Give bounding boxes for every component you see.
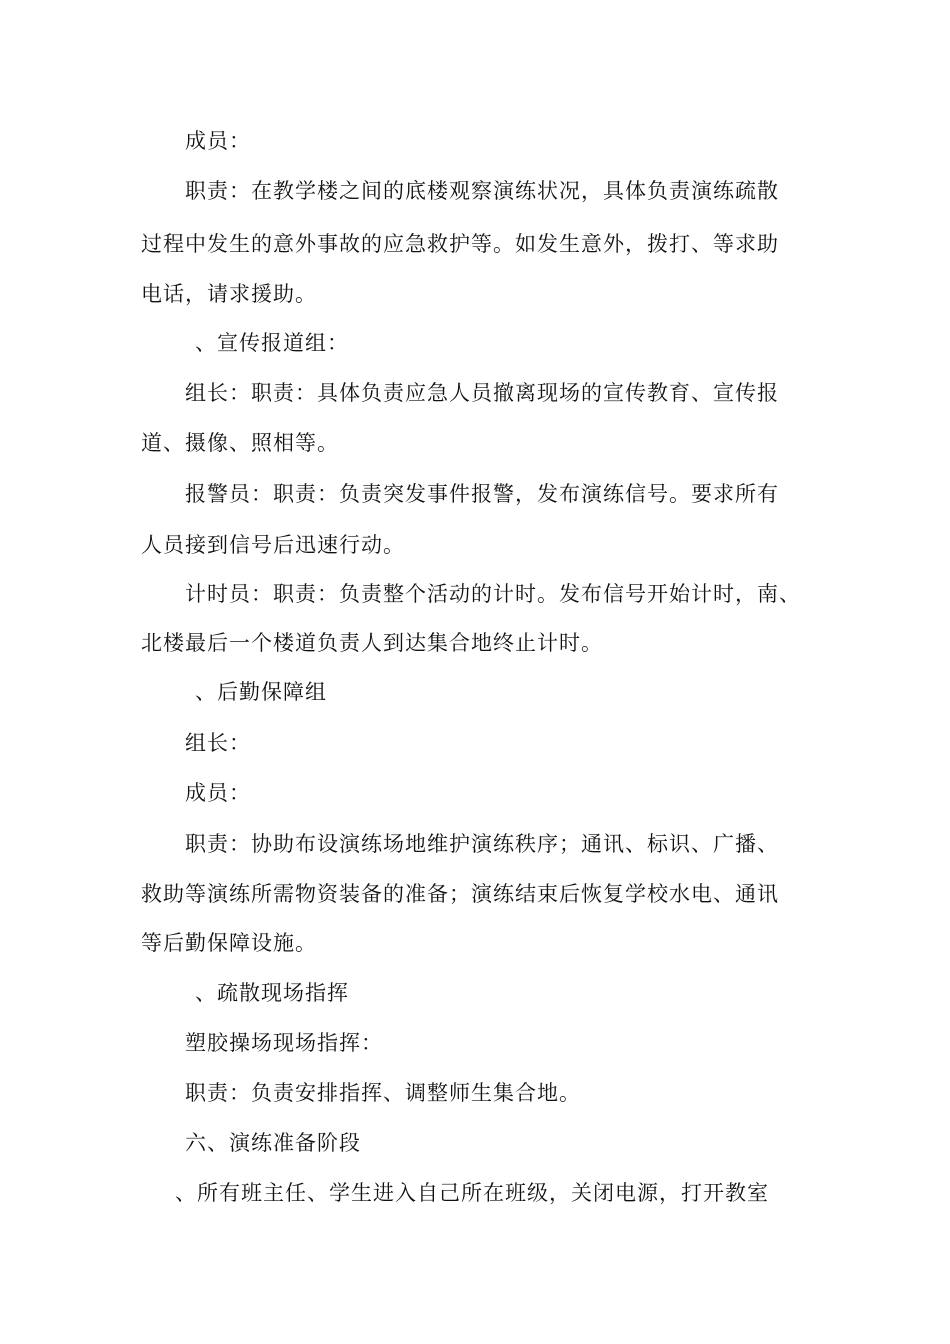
text-line: 计时员：职责：负责整个活动的计时。发布信号开始计时，南、 — [185, 582, 801, 606]
section-heading: 、疏散现场指挥 — [195, 981, 349, 1005]
text-line: 成员： — [185, 129, 251, 153]
text-line: 组长：职责：具体负责应急人员撤离现场的宣传教育、宣传报 — [185, 381, 779, 405]
text-line: 职责：负责安排指挥、调整师生集合地。 — [185, 1081, 581, 1105]
section-heading: 六、演练准备阶段 — [185, 1131, 361, 1155]
text-line: 塑胶操场现场指挥： — [185, 1031, 383, 1055]
text-line: 北楼最后一个楼道负责人到达集合地终止计时。 — [141, 631, 603, 655]
text-line: 等后勤保障设施。 — [141, 931, 317, 955]
text-line: 过程中发生的意外事故的应急救护等。如发生意外，拨打、等求助 — [141, 232, 779, 256]
text-line: 道、摄像、照相等。 — [141, 431, 339, 455]
text-line: 报警员：职责：负责突发事件报警，发布演练信号。要求所有 — [185, 482, 779, 506]
section-heading: 、宣传报道组： — [195, 331, 349, 355]
text-line: 救助等演练所需物资装备的准备；演练结束后恢复学校水电、通讯 — [141, 882, 779, 906]
text-line: 成员： — [185, 781, 251, 805]
text-line: 职责：在教学楼之间的底楼观察演练状况，具体负责演练疏散 — [185, 179, 779, 203]
section-heading: 、后勤保障组 — [195, 680, 327, 704]
text-line: 职责：协助布设演练场地维护演练秩序；通讯、标识、广播、 — [185, 832, 779, 856]
text-line: 电话，请求援助。 — [141, 282, 317, 306]
text-line: 人员接到信号后迅速行动。 — [141, 533, 405, 557]
text-line: 组长： — [185, 731, 251, 755]
text-line: 、所有班主任、学生进入自己所在班级，关闭电源，打开教室 — [175, 1181, 769, 1205]
